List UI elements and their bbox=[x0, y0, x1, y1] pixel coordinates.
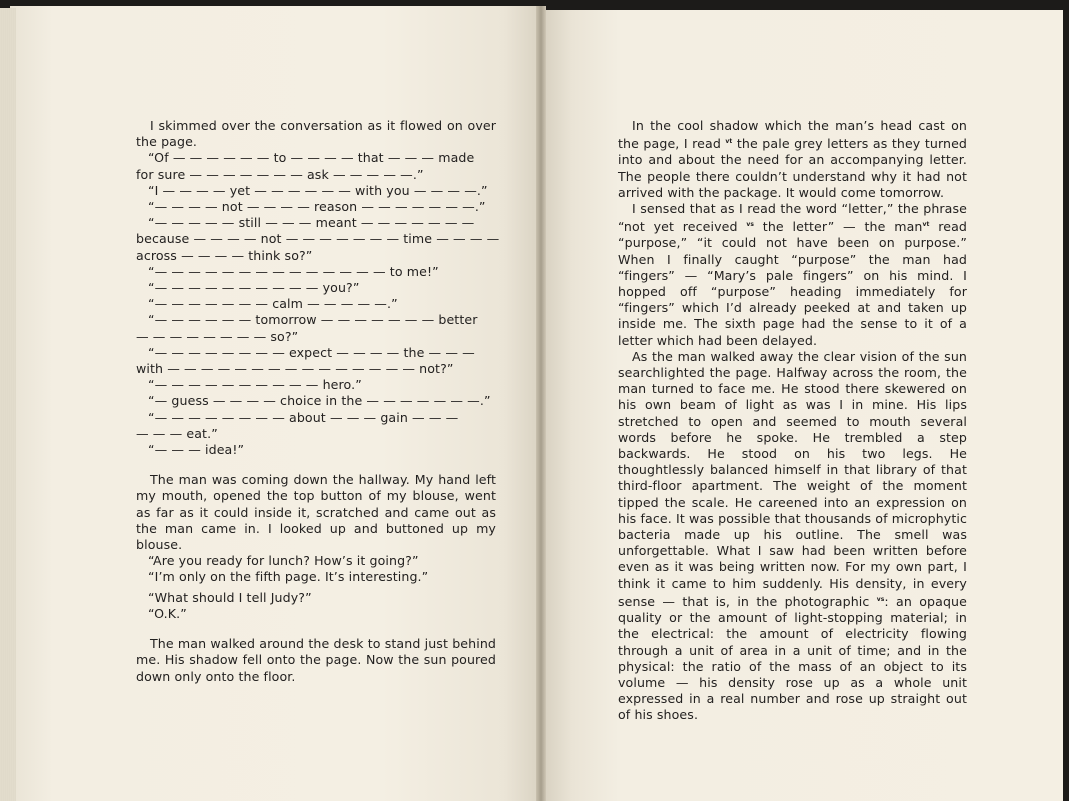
text-run: : an opaque quality or the amount of light-stopping material; in the electrical: the amount of electricity flowing through a unit of area in a unit of time; and in the physical: the ratio of the mass of an object to its volume — his density rose up as a whole unit expressed in a real number and rose up straight out of his shoes. bbox=[618, 593, 967, 723]
superscript-mark: vs bbox=[876, 595, 885, 603]
text-run: In the cool shadow which the man’s head cast on the page, I read bbox=[618, 118, 967, 152]
fragment-line: “— — — — — — tomorrow — — — — — — — better bbox=[148, 312, 478, 328]
intro-paragraph: I skimmed over the conversation as it flowed on over the page. bbox=[136, 118, 496, 150]
shadow-paragraph: The man walked around the desk to stand just behind me. His shadow fell onto the page. Now the sun poured down only onto the floor. bbox=[136, 636, 496, 684]
fragment-line: — — — eat.” bbox=[136, 425, 218, 441]
conversation-fragments bbox=[136, 150, 500, 458]
fragment-line: — — — — — — — — so?” bbox=[136, 328, 299, 344]
fragment-line: “I — — — — yet — — — — — — with you — — — —.” bbox=[148, 182, 488, 198]
sensed-paragraph bbox=[618, 201, 967, 349]
text-run: As the man walked away the clear vision of the sun searchlighted the page. Halfway across the room, the man turned to face me. He stood there skewered on his own beam of light as was I in mine. His lips stretched to open and seemed to mouth several words before he spoke. He trembled a step backwards. He stood on his two legs. He thoughtlessly balanced himself in that library of that third-floor apartment. The weight of the moment tipped the scale. He careened into an expression on his face. It was possible that thousands of microphytic bacteria made up his outline. The smell was unforgettable. What I saw had been written before even as it was being written now. For my own part, I think it came to him suddenly. His density, in every sense — that is, in the photographic bbox=[618, 348, 967, 609]
fragment-line: “Of — — — — — — to — — — — that — — — made bbox=[148, 150, 475, 166]
text-run: the letter” — the man bbox=[762, 219, 923, 235]
fragment-line: “— — — — — still — — — meant — — — — — — — bbox=[148, 215, 475, 231]
fragment-line: because — — — — not — — — — — — — time — — — — bbox=[136, 231, 500, 247]
hallway-paragraph: The man was coming down the hallway. My hand left my mouth, opened the top button of my blouse, went as far as it could inside it, scratched and came out as the man came in. I looked up and buttoned up my blouse. bbox=[136, 472, 496, 553]
dialogue-line: “Are you ready for lunch? How’s it going?” bbox=[148, 553, 419, 569]
fragment-line: across — — — — think so?” bbox=[136, 247, 313, 263]
walked-away-paragraph bbox=[618, 349, 967, 724]
dialogue-line: “I’m only on the fifth page. It’s interesting.” bbox=[148, 569, 429, 585]
fragment-line: “— — — — not — — — — reason — — — — — — —.” bbox=[148, 199, 486, 215]
dialogue-line: “What should I tell Judy?” bbox=[148, 589, 312, 605]
superscript-mark: vt bbox=[725, 138, 733, 146]
book-gutter bbox=[536, 6, 546, 801]
fragment-line: “— — — — — — — — — — — — — — to me!” bbox=[148, 263, 439, 279]
fragment-line: “— — — idea!” bbox=[148, 442, 245, 458]
fragment-line: “— guess — — — — choice in the — — — — — — —.” bbox=[148, 393, 491, 409]
text-run: the pale grey letters as they turned into and about the need for an accompanying letter. The people there couldn’t understand why it had not arrived with the package. It would come tomorrow. bbox=[618, 136, 968, 200]
fragment-line: “— — — — — — — — — — you?” bbox=[148, 280, 360, 296]
superscript-mark: vs bbox=[746, 221, 755, 229]
left-page-text bbox=[136, 118, 500, 685]
fragment-line: “— — — — — — — — — — hero.” bbox=[148, 377, 362, 393]
fragment-line: “— — — — — — — calm — — — — —.” bbox=[148, 296, 398, 312]
cool-shadow-paragraph bbox=[618, 118, 967, 201]
text-run: I sensed that as I read the word “letter,” the phrase “not yet received bbox=[618, 201, 967, 235]
text-run: read “purpose,” “it could not have been on purpose.” When I finally caught “purpose” the man had “fingers” — “Mary’s pale fingers” on his mind. I hopped off “purpose” heading immediately for “fingers” which I’d already peeked at and taken up inside me. The sixth page had the sense to it of a letter which had been delayed. bbox=[618, 219, 967, 348]
superscript-mark: vt bbox=[922, 221, 930, 229]
fragment-line: with — — — — — — — — — — — — — — — not?” bbox=[136, 361, 454, 377]
page-edges bbox=[0, 8, 16, 801]
dialogue-line: “O.K.” bbox=[148, 605, 187, 621]
fragment-line: “— — — — — — — — expect — — — — the — — — bbox=[148, 344, 475, 360]
right-page-text bbox=[618, 118, 967, 724]
fragment-line: for sure — — — — — — — ask — — — — —.” bbox=[136, 166, 424, 182]
fragment-line: “— — — — — — — — about — — — gain — — — bbox=[148, 409, 459, 425]
